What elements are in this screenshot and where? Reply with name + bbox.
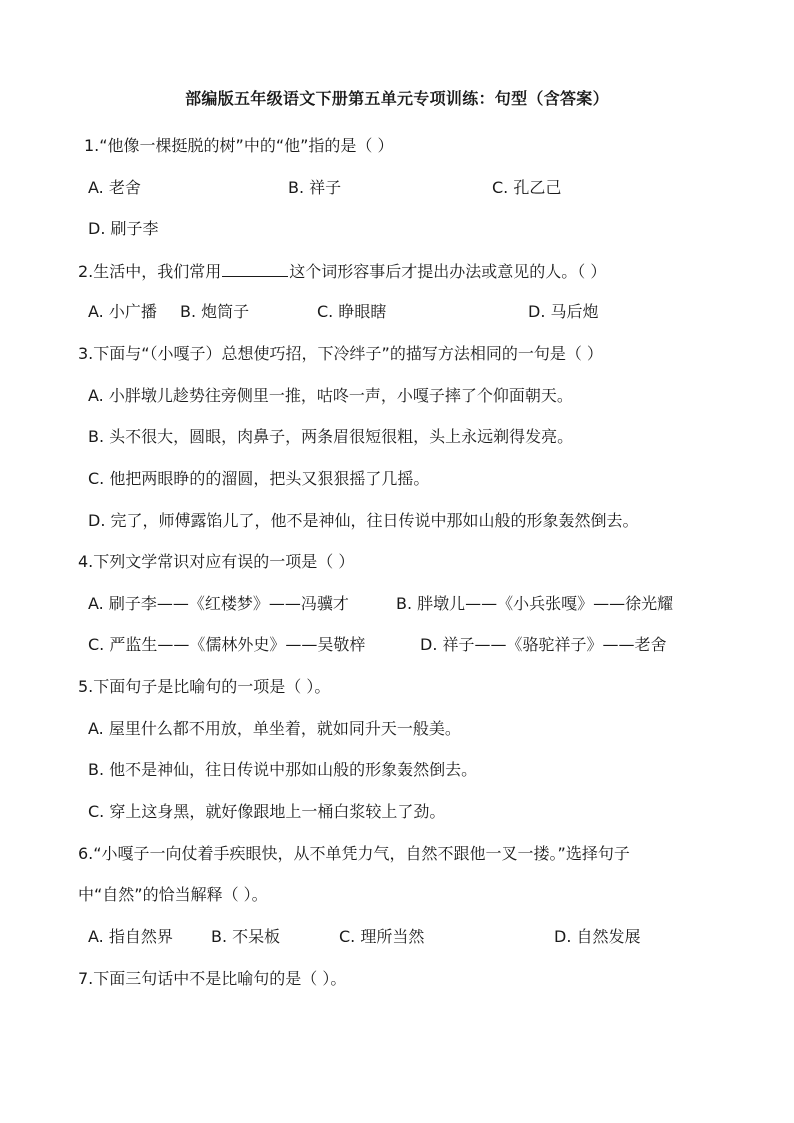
question-5-option-c: C. 穿上这身黑，就好像跟地上一桶白浆较上了劲。 <box>88 802 446 821</box>
question-5-option-b: B. 他不是神仙，往日传说中那如山般的形象轰然倒去。 <box>88 760 478 779</box>
question-6-option-d: D. 自然发展 <box>554 927 641 946</box>
page-title: 部编版五年级语文下册第五单元专项训练：句型（含答案） <box>185 89 609 108</box>
question-3-option-a: A. 小胖墩儿趁势往旁侧里一推，咕咚一声，小嘎子摔了个仰面朝天。 <box>88 386 573 405</box>
question-4-option-b: B. 胖墩儿——《小兵张嘎》——徐光耀 <box>396 594 674 613</box>
question-2-option-c: C. 睁眼瞎 <box>317 302 387 321</box>
question-1-option-d: D. 刷子李 <box>88 219 159 238</box>
answer-blank <box>222 260 288 277</box>
question-6-stem-line-1: 6.“小嘎子一向仗着手疾眼快，从不单凭力气，自然不跟他一叉一搂。”选择句子 <box>78 844 630 863</box>
question-6-option-c: C. 理所当然 <box>339 927 425 946</box>
question-2-option-d: D. 马后炮 <box>528 302 599 321</box>
question-5-option-a: A. 屋里什么都不用放，单坐着，就如同升天一般美。 <box>88 719 461 738</box>
question-3-option-d: D. 完了，师傅露馅儿了，他不是神仙，往日传说中那如山般的形象轰然倒去。 <box>88 511 639 530</box>
question-4-option-d: D. 祥子——《骆驼祥子》——老舍 <box>420 635 667 654</box>
question-7-stem: 7.下面三句话中不是比喻句的是（ ）。 <box>78 969 347 988</box>
question-1-option-b: B. 祥子 <box>288 178 342 197</box>
question-2-option-a: A. 小广播 <box>88 302 157 321</box>
question-6-option-b: B. 不呆板 <box>211 927 281 946</box>
question-3-option-c: C. 他把两眼睁的的溜圆，把头又狠狠摇了几摇。 <box>88 469 430 488</box>
question-2-stem-before: 2.生活中，我们常用 <box>78 262 222 281</box>
question-4-option-a: A. 刷子李——《红楼梦》——冯骥才 <box>88 594 349 613</box>
question-6-stem-line-2: 中“自然”的恰当解释（ ）。 <box>78 885 268 904</box>
question-1-option-c: C. 孔乙己 <box>492 178 562 197</box>
question-4-stem: 4.下列文学常识对应有误的一项是（ ） <box>78 552 355 571</box>
question-3-stem: 3.下面与“（小嘎子）总想使巧招，下冷绊子”的描写方法相同的一句是（ ） <box>78 344 603 363</box>
question-1-stem: 1.“他像一棵挺脱的树”中的“他”指的是（ ） <box>84 136 394 155</box>
question-2-option-b: B. 炮筒子 <box>180 302 250 321</box>
question-5-stem: 5.下面句子是比喻句的一项是（ ）。 <box>78 677 331 696</box>
question-1-option-a: A. 老舍 <box>88 178 141 197</box>
question-2-stem-after: 这个词形容事后才提出办法或意见的人。（ ） <box>289 262 607 281</box>
question-6-option-a: A. 指自然界 <box>88 927 173 946</box>
question-2-stem <box>78 260 606 283</box>
question-3-option-b: B. 头不很大，圆眼，肉鼻子，两条眉很短很粗，头上永远剃得发亮。 <box>88 427 574 446</box>
question-4-option-c: C. 严监生——《儒林外史》——吴敬梓 <box>88 635 366 654</box>
